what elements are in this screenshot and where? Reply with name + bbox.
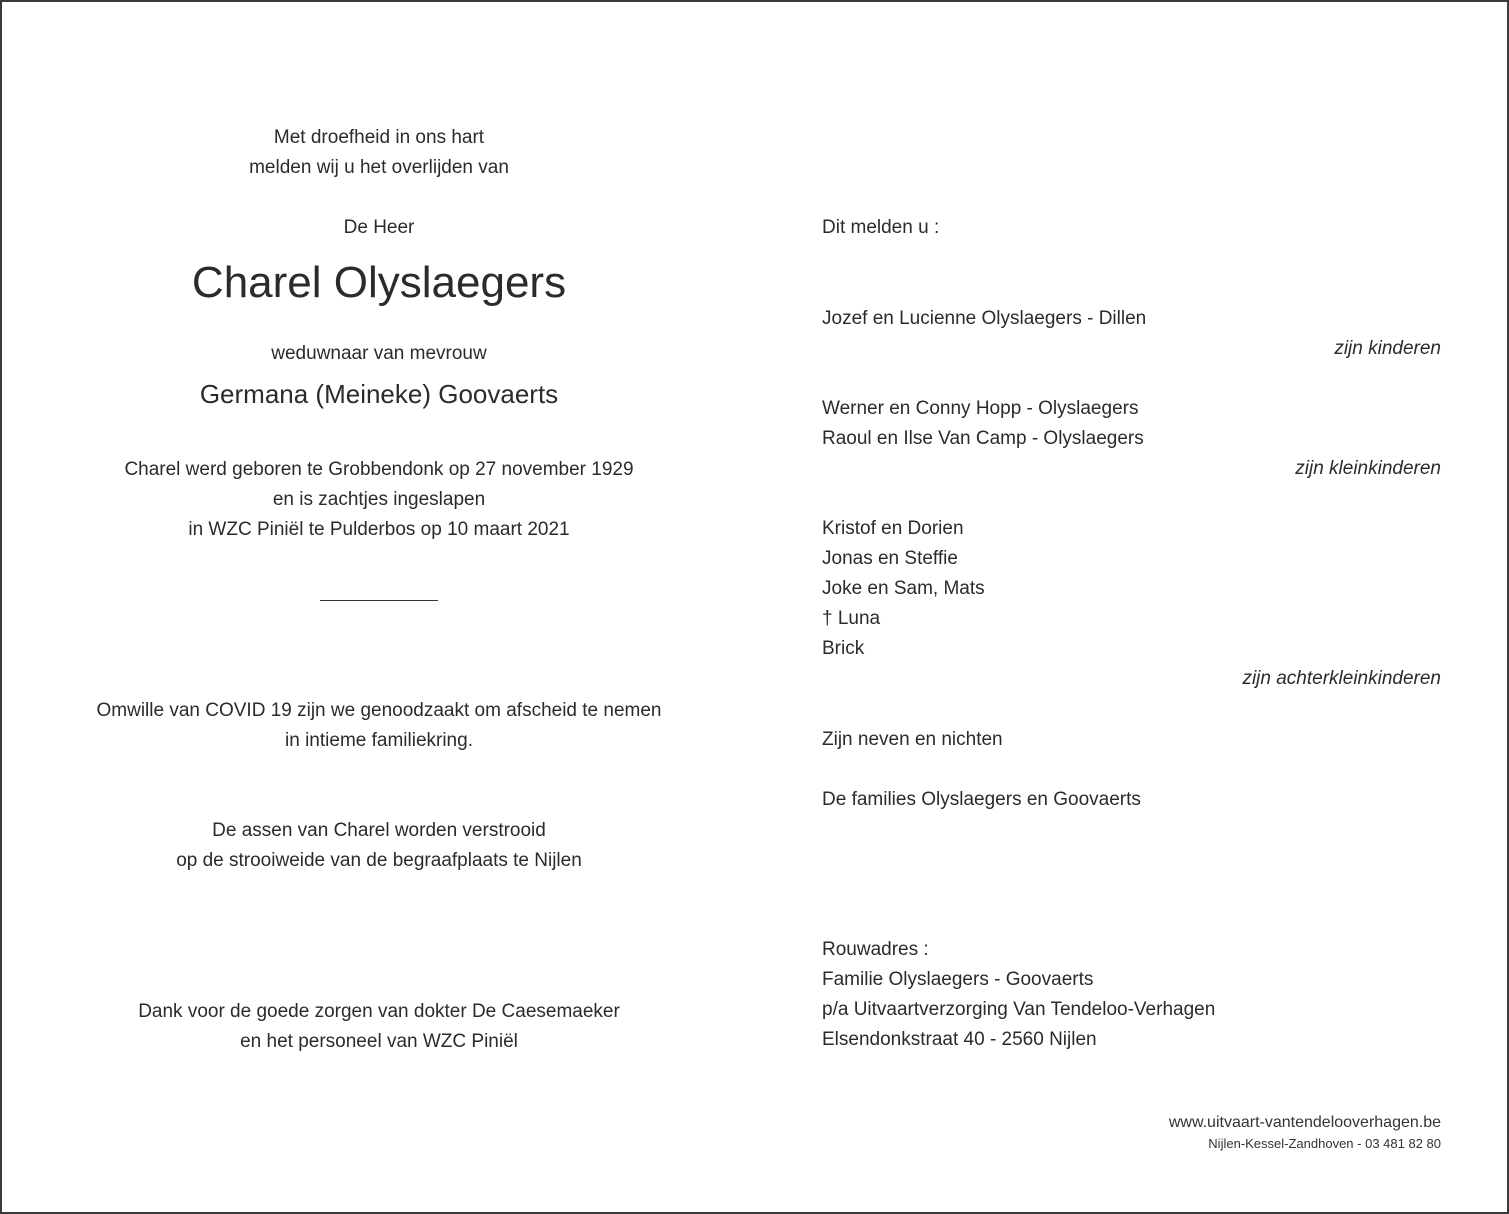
deceased-title: De Heer <box>343 217 415 238</box>
funeral-home-website[interactable]: www.uitvaart-vantendelooverhagen.be <box>1168 1114 1441 1131</box>
thanks-line-1: Dank voor de goede zorgen van dokter De Caesemaeker <box>138 1001 620 1022</box>
great-grandchildren-label: zijn achterkleinkinderen <box>1242 668 1441 689</box>
address-line: Elsendonkstraat 40 - 2560 Nijlen <box>822 1029 1097 1050</box>
ashes-line-1: De assen van Charel worden verstrooid <box>212 820 546 841</box>
address-line: p/a Uitvaartverzorging Van Tendeloo-Verhagen <box>822 999 1216 1020</box>
cousins-line: Zijn neven en nichten <box>822 729 1003 750</box>
great-grandchild-line: † Luna <box>822 608 881 629</box>
great-grandchild-line: Kristof en Dorien <box>822 518 964 539</box>
families-line: De families Olyslaegers en Goovaerts <box>822 789 1141 810</box>
widower-of-line: weduwnaar van mevrouw <box>271 343 487 364</box>
family-heading: Dit melden u : <box>822 217 940 238</box>
grandchild-line: Raoul en Ilse Van Camp - Olyslaegers <box>822 428 1144 449</box>
divider-line <box>320 600 438 601</box>
ashes-line-2: op de strooiweide van de begraafplaats te Nijlen <box>176 850 582 871</box>
grandchild-line: Werner en Conny Hopp - Olyslaegers <box>822 398 1139 419</box>
deceased-name: Charel Olyslaegers <box>191 258 567 307</box>
great-grandchild-line: Joke en Sam, Mats <box>822 578 985 599</box>
thanks-line-2: en het personeel van WZC Piniël <box>240 1031 518 1052</box>
great-grandchild-line: Jonas en Steffie <box>822 548 958 569</box>
covid-line-2: in intieme familiekring. <box>285 730 473 751</box>
life-line-2: en is zachtjes ingeslapen <box>272 489 486 510</box>
spouse-name: Germana (Meineke) Goovaerts <box>199 379 559 409</box>
life-line-3: in WZC Piniël te Pulderbos op 10 maart 2021 <box>188 519 570 540</box>
funeral-home-contact: Nijlen-Kessel-Zandhoven - 03 481 82 80 <box>1208 1136 1441 1151</box>
great-grandchild-line: Brick <box>822 638 865 659</box>
intro-line-2: melden wij u het overlijden van <box>249 157 509 178</box>
mourning-address-label: Rouwadres : <box>822 939 929 960</box>
child-line: Jozef en Lucienne Olyslaegers - Dillen <box>822 308 1147 329</box>
intro-line-1: Met droefheid in ons hart <box>273 127 485 148</box>
covid-line-1: Omwille van COVID 19 zijn we genoodzaakt om afscheid te nemen <box>96 700 662 721</box>
grandchildren-label: zijn kleinkinderen <box>1295 458 1441 479</box>
life-line-1: Charel werd geboren te Grobbendonk op 27 november 1929 <box>124 459 634 480</box>
children-label: zijn kinderen <box>1334 338 1441 359</box>
address-line: Familie Olyslaegers - Goovaerts <box>822 969 1094 990</box>
